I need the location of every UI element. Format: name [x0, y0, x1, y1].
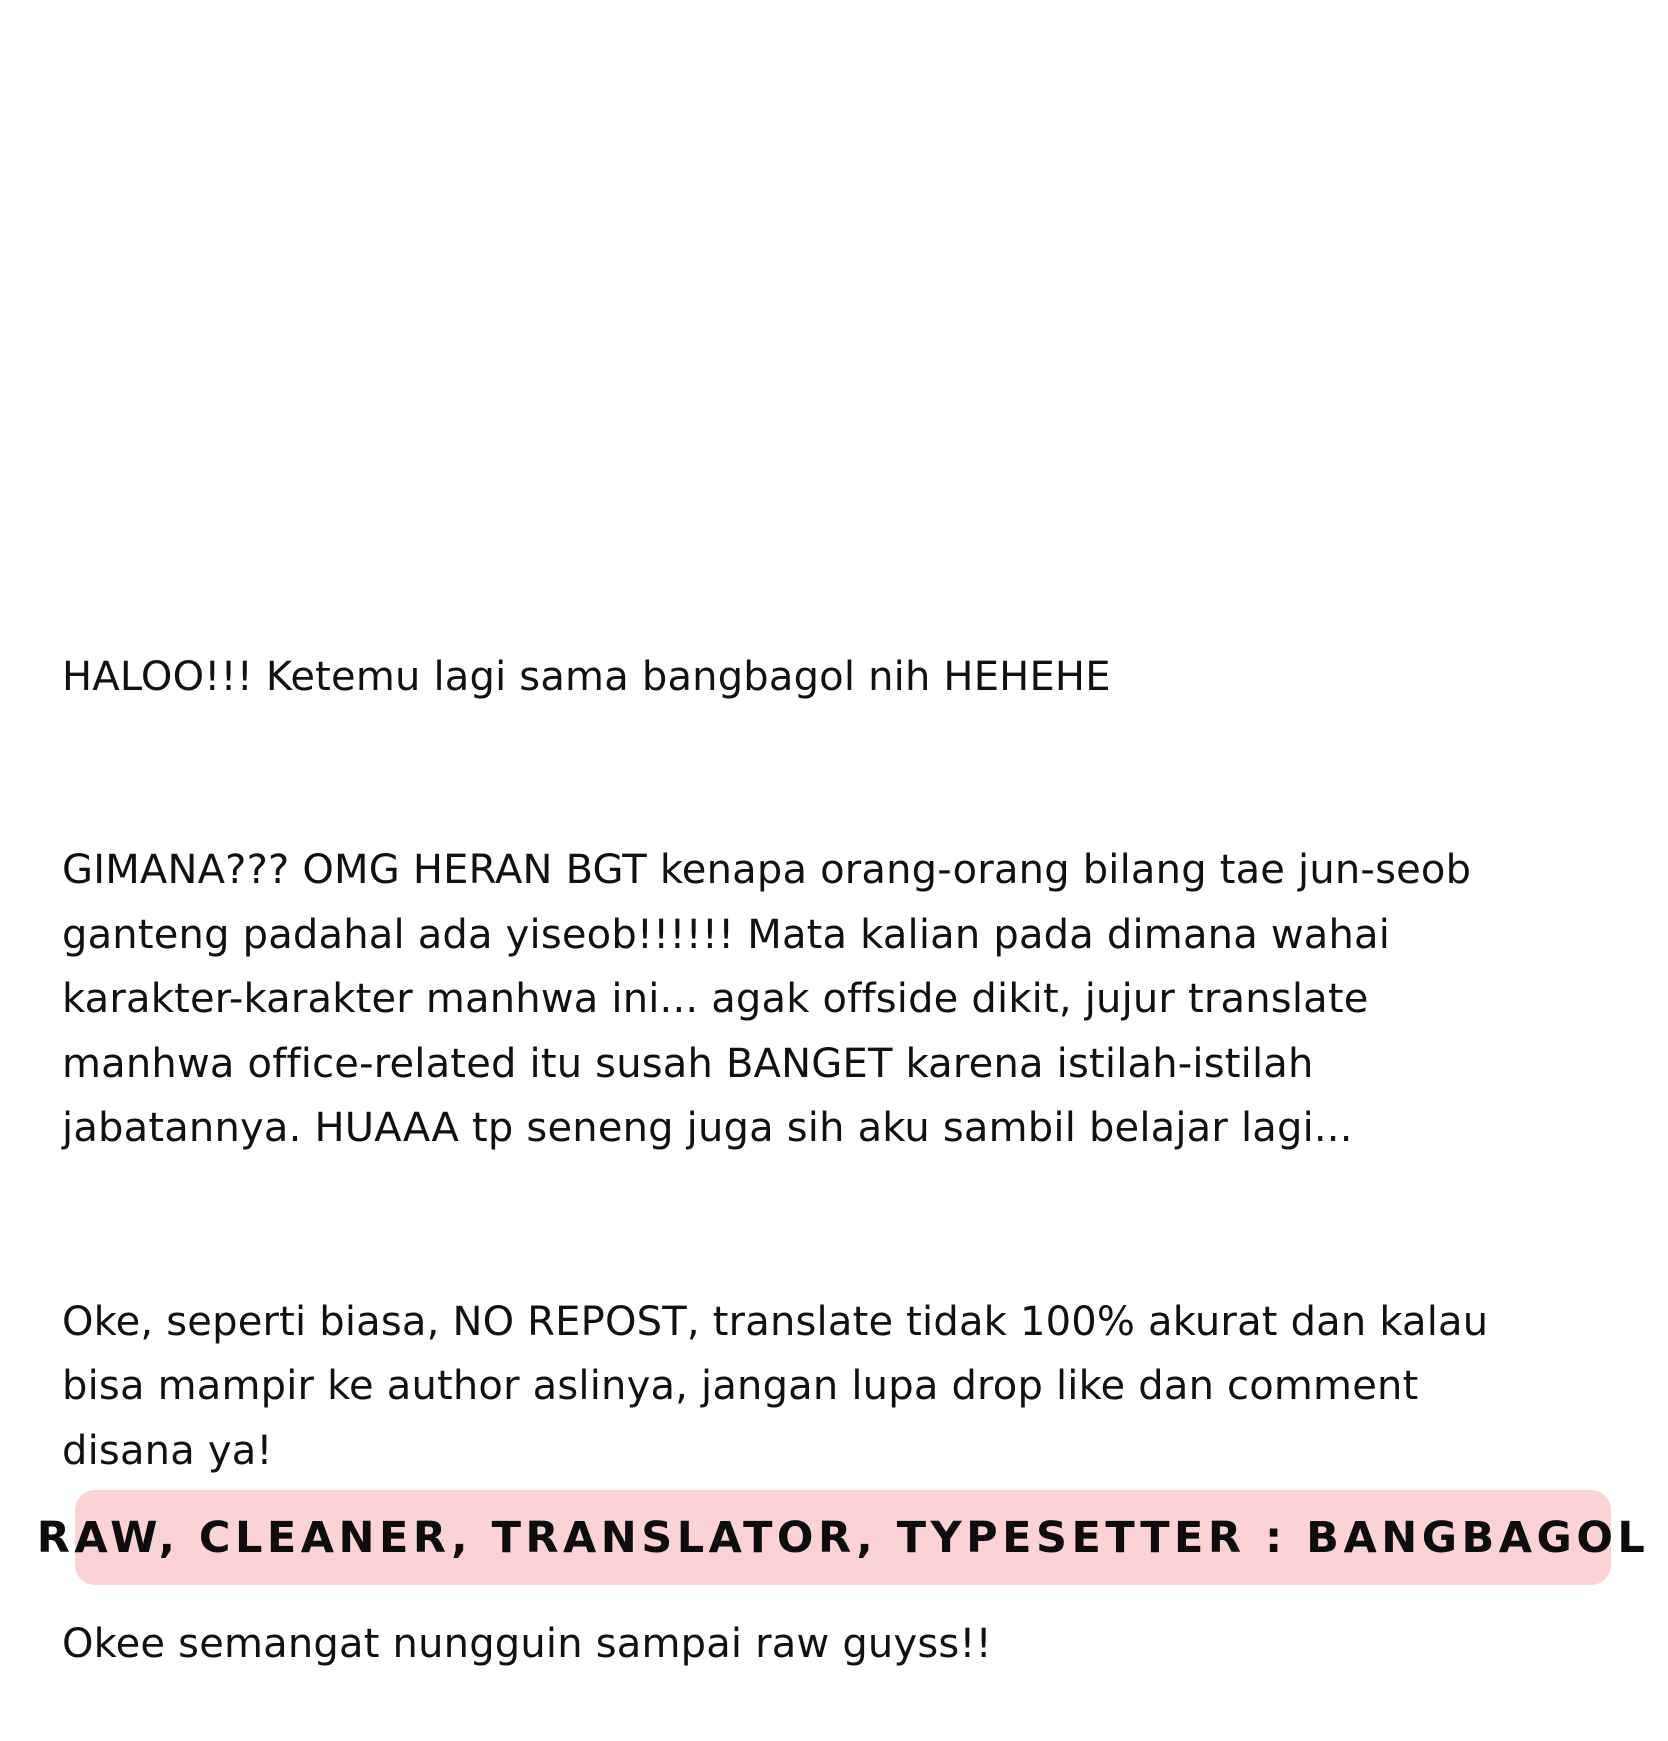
- notes-paragraph-greeting: HALOO!!! Ketemu lagi sama bangbagol nih HEHEHE: [62, 653, 1111, 700]
- notes-paragraph-closing: Okee semangat nungguin sampai raw guyss!!: [62, 1621, 992, 1667]
- notes-paragraph-rules: Oke, seperti biasa, NO REPOST, translate tidak 100% akurat dan kalau bisa mampir ke author aslinya, jangan lupa drop like dan comment disana ya!: [62, 1298, 1489, 1474]
- notes-paragraph-comment: GIMANA??? OMG HERAN BGT kenapa orang-orang bilang tae jun-seob ganteng padahal ada yiseob!!!!!! Mata kalian pada dimana wahai karakter-karakter manhwa ini... agak offside dikit, jujur translate manhwa office-related itu susah BANGET karena istilah-istilah jabatannya. HUAAA tp seneng juga sih aku sambil belajar lagi...: [62, 847, 1472, 1151]
- credits-text: RAW, CLEANER, TRANSLATOR, TYPESETTER : BANGBAGOL: [36, 1512, 1650, 1563]
- credits-banner: [36, 1490, 1650, 1585]
